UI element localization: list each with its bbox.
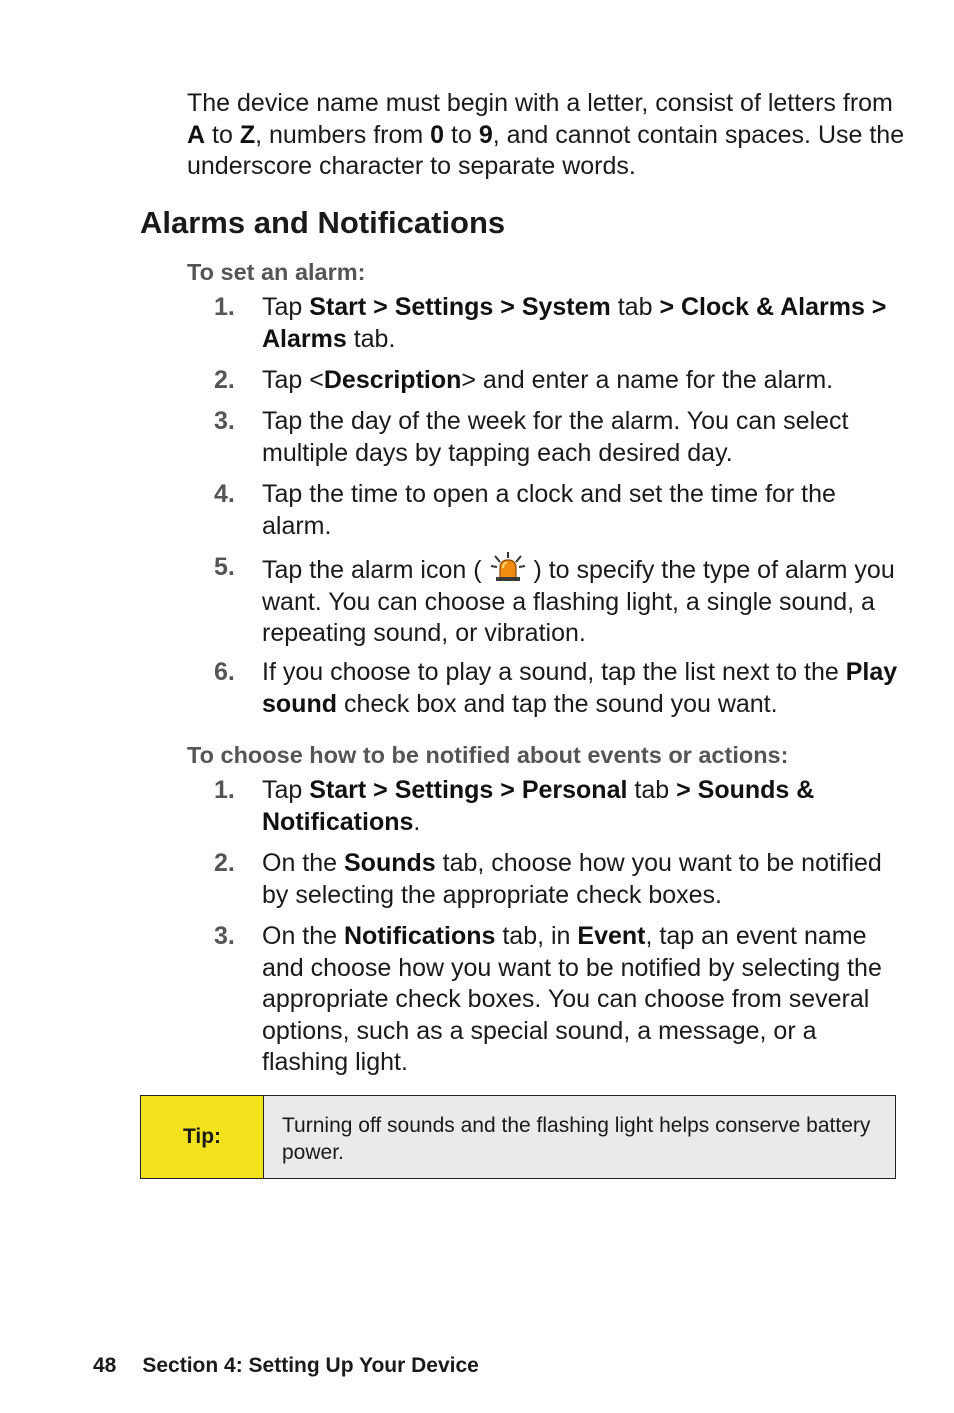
notify-step-3 [214,921,904,1079]
step-number: 5. [214,553,235,581]
step-text-part: ) to specify the type of alarm you want. You can choose a flashing light, a single sound, a repeating sound, or vibration. [262,556,895,647]
step-text-bold: > Sounds & Notifications [262,776,815,836]
notify-step-1 [214,775,904,838]
step-text-part: If you choose to play a sound, tap the list next to the [262,658,846,686]
step-text-part: > and enter a name for the alarm. [461,366,834,394]
intro-text: to [205,120,240,149]
step-text-part: Tap [262,776,310,804]
step-number: 4. [214,480,235,508]
step-text-part: tab. [346,324,396,353]
alarm-step-1 [214,292,904,355]
step-text [262,657,904,720]
step-number: 1. [214,293,235,321]
intro-bold: A [187,120,206,149]
intro-text: to [444,120,479,149]
intro-text: , numbers from [255,120,431,149]
page-footer [93,1352,479,1380]
intro-bold: 0 [430,120,445,149]
step-text: Tap the time to open a clock and set the time for the alarm. [262,480,836,540]
step-text-part: Tap < [262,366,324,394]
step-text [262,292,904,355]
step-number: 1. [214,776,235,804]
step-text-part: On the [262,922,344,950]
page-number: 48 [93,1354,117,1377]
step-text [262,552,904,650]
step-text-bold: Play sound [262,658,898,718]
step-text [262,365,904,397]
step-text-part: . [413,807,421,836]
step-text-bold: Start > Settings > System [309,293,611,321]
alarm-step-4 [214,479,904,542]
alarm-step-6 [214,657,904,720]
step-number: 2. [214,849,235,877]
step-text-bold: Sounds [344,849,436,877]
step-text [262,921,904,1079]
step-text-bold: > Clock & Alarms > Alarms [262,293,887,353]
step-text-part: Tap the alarm icon ( [262,556,489,584]
step-text [262,775,904,838]
step-text-bold: Start > Settings > Personal [309,776,628,804]
alarm-step-5 [214,552,904,650]
alarm-step-3 [214,406,904,469]
section-heading: Alarms and Notifications [140,205,506,240]
alarm-bell-icon [489,552,527,582]
step-text-part: tab [627,776,677,804]
step-number: 3. [214,407,235,435]
step-text-part: tab [610,293,660,321]
intro-bold: 9 [478,120,493,149]
intro-text: , and cannot contain spaces. Use the underscore character to separate words. [187,120,905,180]
tip-label: Tip: [141,1096,264,1178]
step-number: 6. [214,658,235,686]
step-text-part: tab, in [495,922,578,950]
step-text-part: tab, choose how you want to be notified by selecting the appropriate check boxes. [262,849,882,909]
step-text-bold: Description [323,366,462,394]
step-number: 3. [214,922,235,950]
step-text: Tap the day of the week for the alarm. You can select multiple days by tapping each desired day. [262,407,849,467]
step-text-part: On the [262,849,344,877]
alarm-subhead: To set an alarm: [187,259,366,285]
step-text [262,848,904,911]
step-number: 2. [214,366,235,394]
notify-step-2 [214,848,904,911]
alarm-step-2 [214,365,904,397]
tip-text: Turning off sounds and the flashing light helps conserve battery power. [264,1096,895,1178]
step-text-part: check box and tap the sound you want. [337,689,778,718]
step-text-part: , tap an event name and choose how you want to be notified by selecting the appropriate check boxes. You can choose from several options, such as a special sound, a message, or a flashing light. [262,922,882,1076]
step-text-bold: Event [577,922,646,950]
intro-text: The device name must begin with a letter, consist of letters from [187,89,893,117]
tip-box [140,1095,896,1179]
section-title: Section 4: Setting Up Your Device [142,1354,479,1377]
step-text-bold: Notifications [344,922,496,950]
intro-paragraph [187,88,907,183]
intro-bold: Z [239,120,256,149]
notify-subhead: To choose how to be notified about events or actions: [187,742,789,768]
step-text-part: Tap [262,293,310,321]
